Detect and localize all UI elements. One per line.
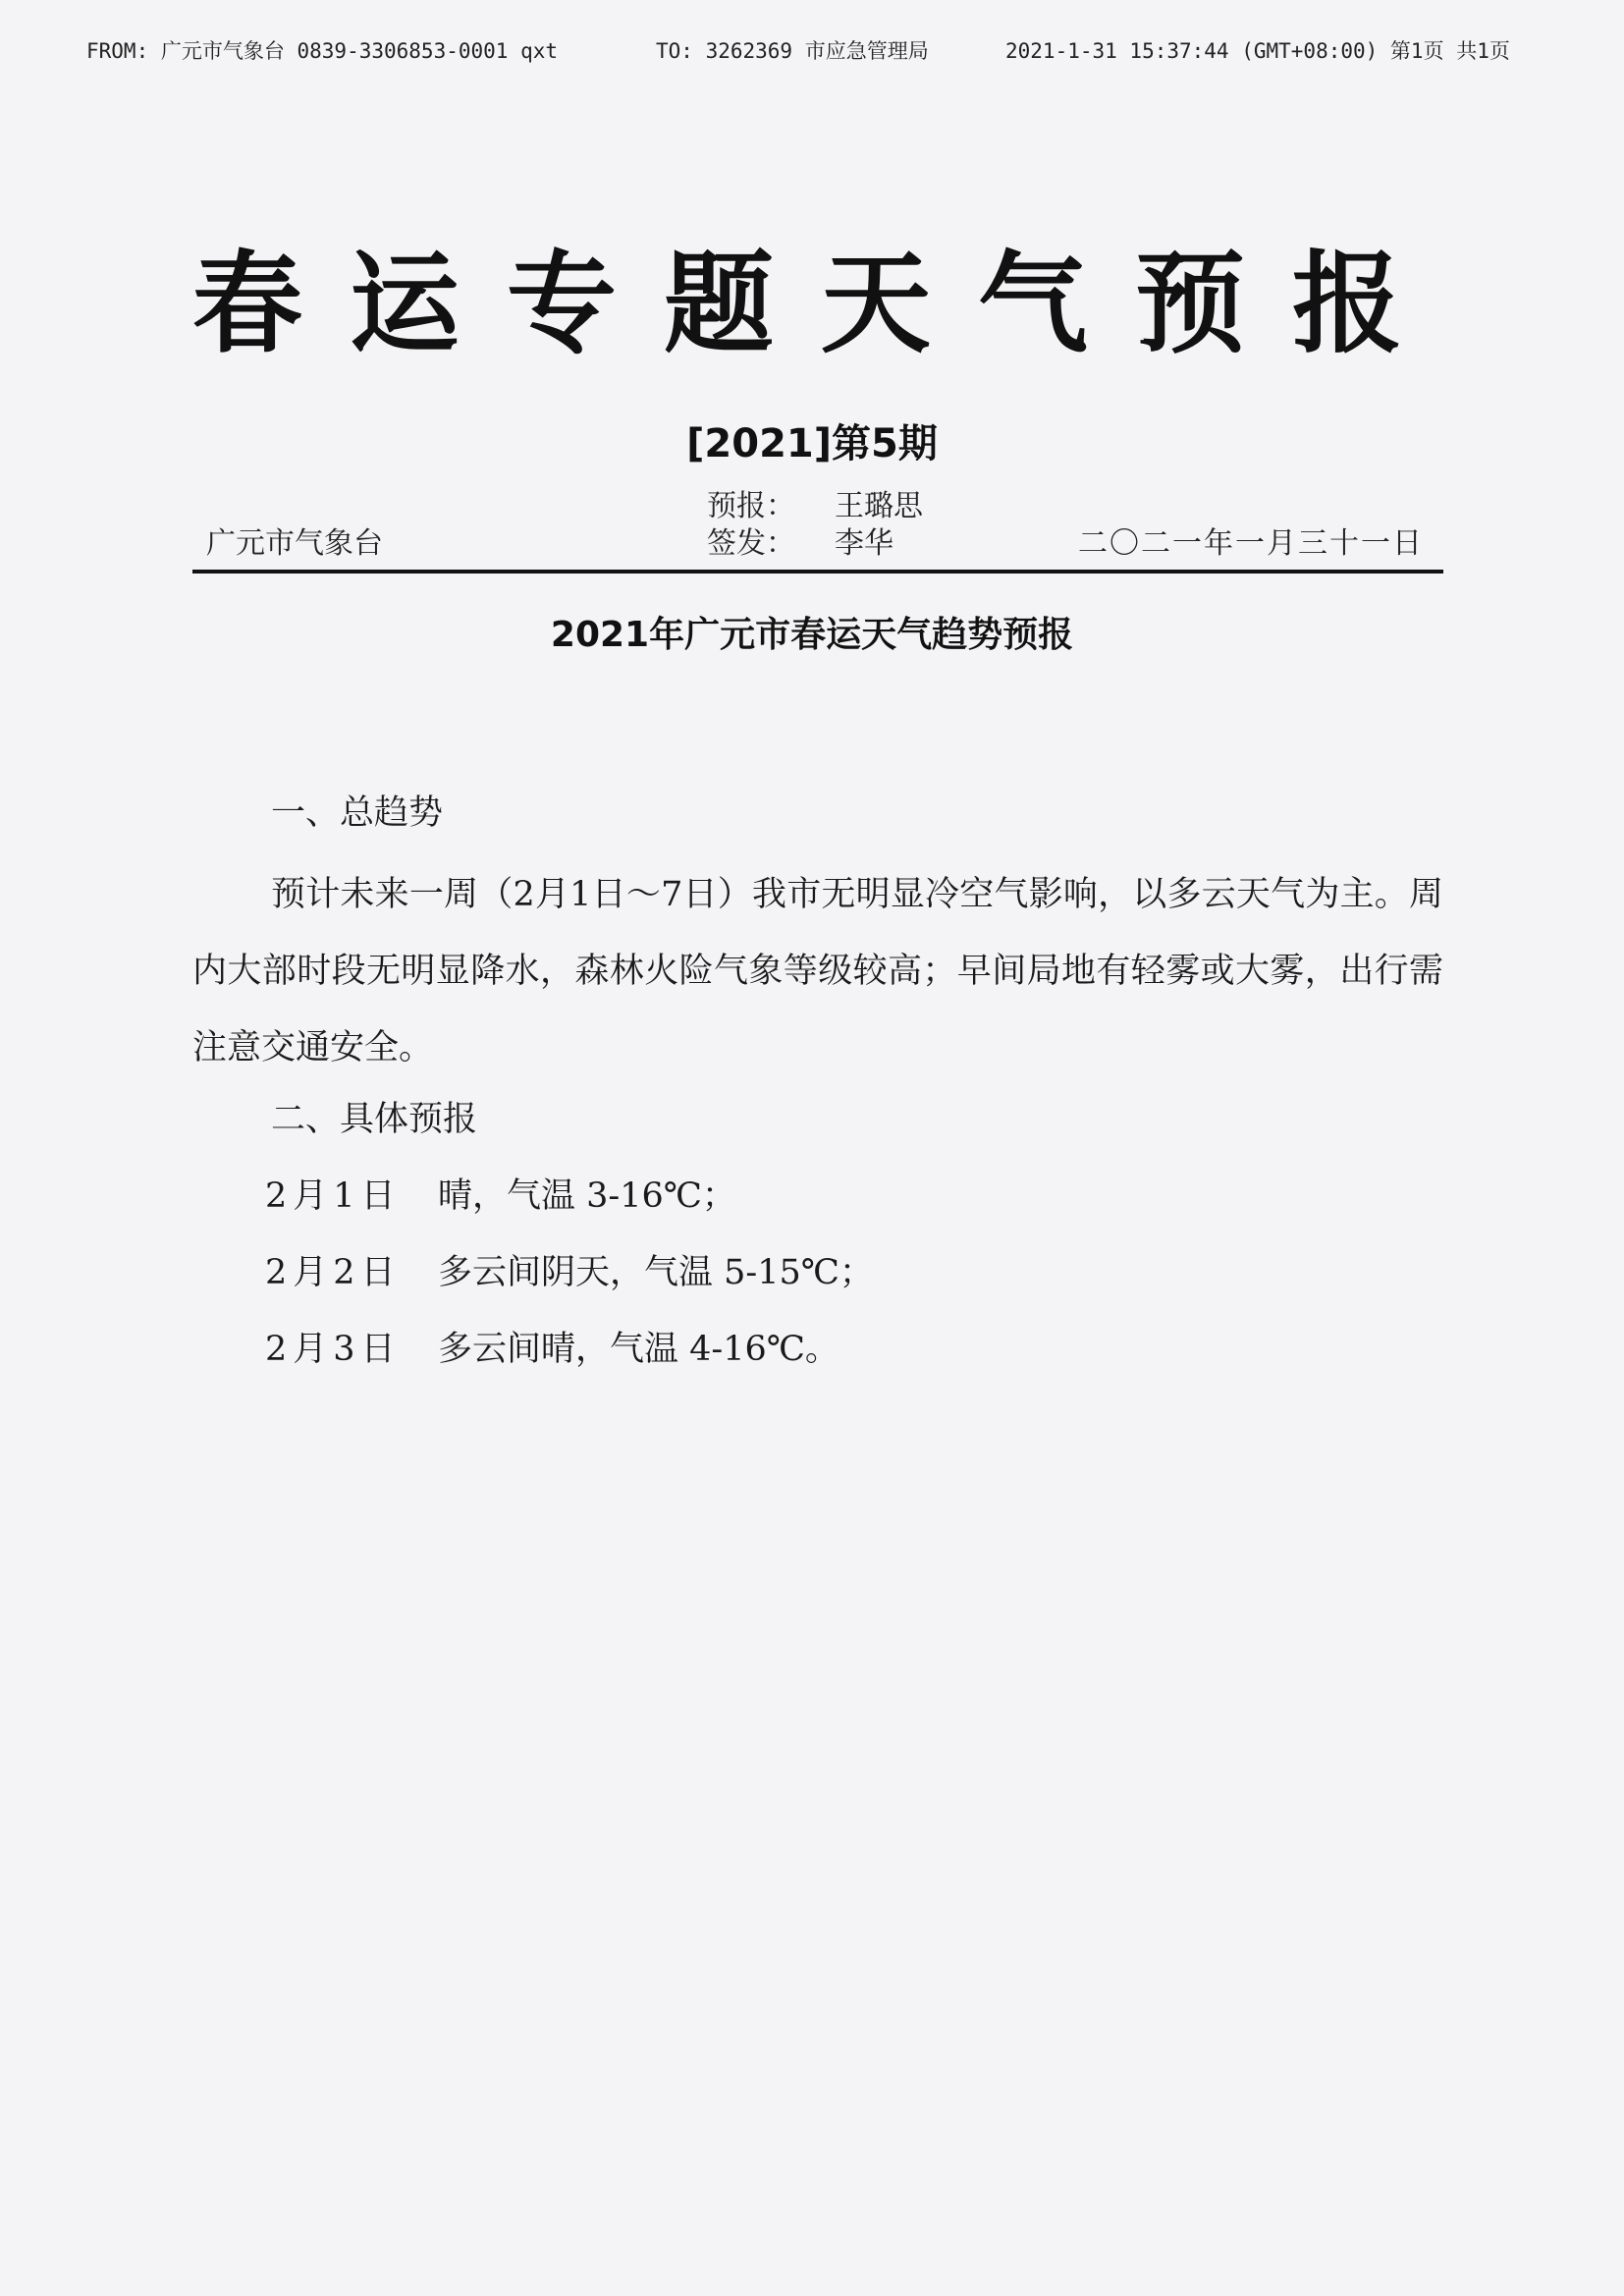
fax-time-pages: 2021-1-31 15:37:44 (GMT+08:00) 第1页 共1页 xyxy=(1005,39,1510,63)
forecast-row xyxy=(265,1245,874,1294)
section-heading-detail: 二、具体预报 xyxy=(271,1100,478,1139)
issuer xyxy=(707,519,893,562)
forecast-text: 晴，气温 3-16℃； xyxy=(438,1176,736,1216)
header-rule xyxy=(192,570,1443,574)
issue-date: 二〇二一年一月三十一日 xyxy=(1078,526,1424,561)
document-meta xyxy=(192,481,1443,570)
forecast-date: 2月2日 xyxy=(265,1253,402,1292)
issuer-name: 李华 xyxy=(835,526,893,561)
overall-trend-paragraph: 预计未来一周（2月1日～7日）我市无明显冷空气影响，以多云天气为主。周内大部时段无明显降水，森林火险气象等级较高；早间局地有轻雾或大雾，出行需注意交通安全。 xyxy=(192,875,1443,1067)
forecast-text: 多云间阴天，气温 5-15℃； xyxy=(438,1253,874,1292)
forecast-row xyxy=(265,1169,736,1218)
forecast-date: 2月1日 xyxy=(265,1176,402,1216)
issuing-organization: 广元市气象台 xyxy=(206,526,383,561)
forecast-date: 2月3日 xyxy=(265,1330,402,1369)
issue-number: [2021]第5期 xyxy=(686,421,938,466)
issuer-label: 签发： xyxy=(707,526,795,561)
fax-to: TO: 3262369 市应急管理局 xyxy=(656,39,929,63)
fax-header xyxy=(86,35,1565,75)
document-title: 春运专题天气预报 xyxy=(192,240,1449,368)
overall-trend-body xyxy=(192,856,1443,1086)
forecast-row xyxy=(265,1322,839,1371)
forecast-text: 多云间晴，气温 4-16℃。 xyxy=(438,1330,839,1369)
fax-from: FROM: 广元市气象台 0839-3306853-0001 qxt xyxy=(86,39,559,63)
section-heading-overall: 一、总趋势 xyxy=(271,793,444,833)
document-subtitle: 2021年广元市春运天气趋势预报 xyxy=(550,615,1074,655)
forecaster-label: 预报： xyxy=(707,489,795,523)
forecaster-name: 王璐思 xyxy=(835,489,923,523)
